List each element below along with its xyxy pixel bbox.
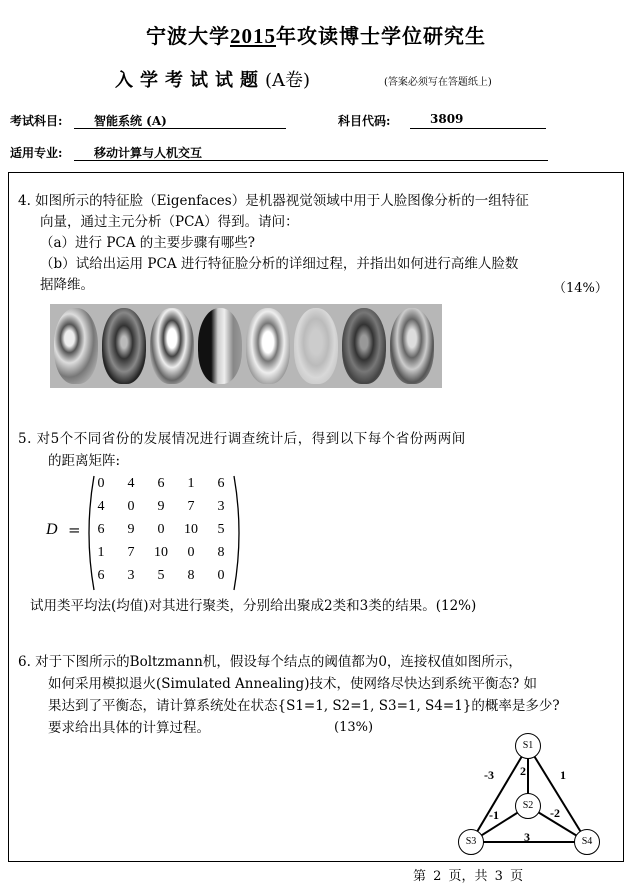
weight-s1-s4: 1 (560, 768, 566, 782)
eigenfaces-image (50, 304, 442, 388)
code-underline (410, 128, 546, 129)
q5-line-2: 的距离矩阵: (48, 453, 121, 469)
matrix-cell: 8 (217, 545, 225, 560)
matrix-cell: 9 (127, 522, 135, 537)
matrix-cell: 8 (187, 568, 195, 583)
q5-line-1: 5. 对5个不同省份的发展情况进行调查统计后，得到以下每个省份两两间 (18, 431, 466, 447)
matrix-cell: 5 (217, 522, 225, 537)
weight-s1-s2: 2 (520, 764, 526, 778)
q4-line-2: 向量，通过主元分析（PCA）得到。请问： (40, 214, 299, 230)
matrix-cell: 6 (97, 522, 105, 537)
matrix-cell: 0 (217, 568, 225, 583)
matrix-cell: 6 (217, 476, 225, 491)
matrix-equals: = (68, 521, 81, 539)
matrix-cell: 4 (97, 499, 105, 514)
q4-line-3: （a）进行 PCA 的主要步骤有哪些? (40, 235, 256, 251)
code-value: 3809 (430, 112, 464, 126)
answer-note: (答案必须写在答题纸上) (384, 77, 492, 88)
eigenface-5 (246, 308, 290, 384)
eigenface-3 (150, 308, 194, 384)
matrix-cell: 1 (187, 476, 195, 491)
matrix-cell: 1 (97, 545, 105, 560)
matrix-cell: 6 (97, 568, 105, 583)
eigenface-4 (198, 308, 242, 384)
subject-label: 考试科目: (10, 114, 63, 128)
weight-s2-s3: -1 (489, 808, 499, 822)
weight-s2-s4: -2 (550, 806, 560, 820)
q6-line-4: 要求给出具体的计算过程。 (48, 720, 210, 736)
node-s3: S3 (458, 829, 484, 855)
matrix-cell: 3 (127, 568, 135, 583)
major-value: 移动计算与人机交互 (94, 146, 203, 160)
matrix-cell: 0 (157, 522, 165, 537)
matrix-cell: 7 (127, 545, 135, 560)
matrix-cell: 4 (127, 476, 135, 491)
eigenface-6 (294, 308, 338, 384)
q6-line-2: 如何采用模拟退火(Simulated Annealing)技术，使网络尽快达到系统平衡态? 如 (48, 676, 537, 692)
matrix-cell: 10 (154, 545, 168, 560)
q4-line-1: 4. 如图所示的特征脸（Eigenfaces）是机器视觉领域中用于人脸图像分析的一组特征 (18, 193, 529, 209)
q6-line-3: 果达到了平衡态，请计算系统处在状态{S1=1, S2=1, S3=1, S4=1}的概率是多少? (48, 698, 560, 714)
node-s2: S2 (515, 793, 541, 819)
eigenface-1 (54, 308, 98, 384)
matrix-cell: 10 (184, 522, 198, 537)
eigenface-8 (390, 308, 434, 384)
code-label: 科目代码: (338, 114, 391, 128)
q5-line-3: 试用类平均法(均值)对其进行聚类，分别给出聚成2类和3类的结果。(12%) (30, 598, 477, 614)
node-s1: S1 (515, 733, 541, 759)
exam-title: 宁波大学2015年攻读博士学位研究生 (146, 24, 486, 48)
exam-subtitle: 入学考试试题(A卷) (115, 70, 311, 91)
matrix-cell: 0 (127, 499, 135, 514)
matrix-cell: 9 (157, 499, 165, 514)
node-s4: S4 (574, 829, 600, 855)
eigenface-7 (342, 308, 386, 384)
major-label: 适用专业: (10, 146, 63, 160)
major-underline (74, 160, 548, 161)
eigenface-2 (102, 308, 146, 384)
subject-underline (74, 128, 286, 129)
q4-line-4: （b）试给出运用 PCA 进行特征脸分析的详细过程，并指出如何进行高维人脸数 (40, 256, 519, 272)
q4-line-5: 据降维。 (40, 277, 94, 293)
matrix-cell: 5 (157, 568, 165, 583)
q6-score: (13%) (334, 720, 374, 735)
matrix-cell: 0 (187, 545, 195, 560)
matrix-cell: 0 (97, 476, 105, 491)
matrix-cell: 7 (187, 499, 195, 514)
page-footer: 第 2 页，共 3 页 (413, 869, 524, 884)
q6-line-1: 6. 对于下图所示的Boltzmann机，假设每个结点的阈值都为0，连接权值如图所示， (18, 654, 522, 670)
matrix-cell: 6 (157, 476, 165, 491)
matrix-symbol: D (46, 521, 58, 538)
q4-score: （14%） (553, 281, 608, 296)
subject-value: 智能系统 (A) (94, 114, 167, 128)
weight-s3-s4: 3 (524, 830, 530, 844)
matrix-cell: 3 (217, 499, 225, 514)
weight-s1-s3: -3 (484, 768, 494, 782)
